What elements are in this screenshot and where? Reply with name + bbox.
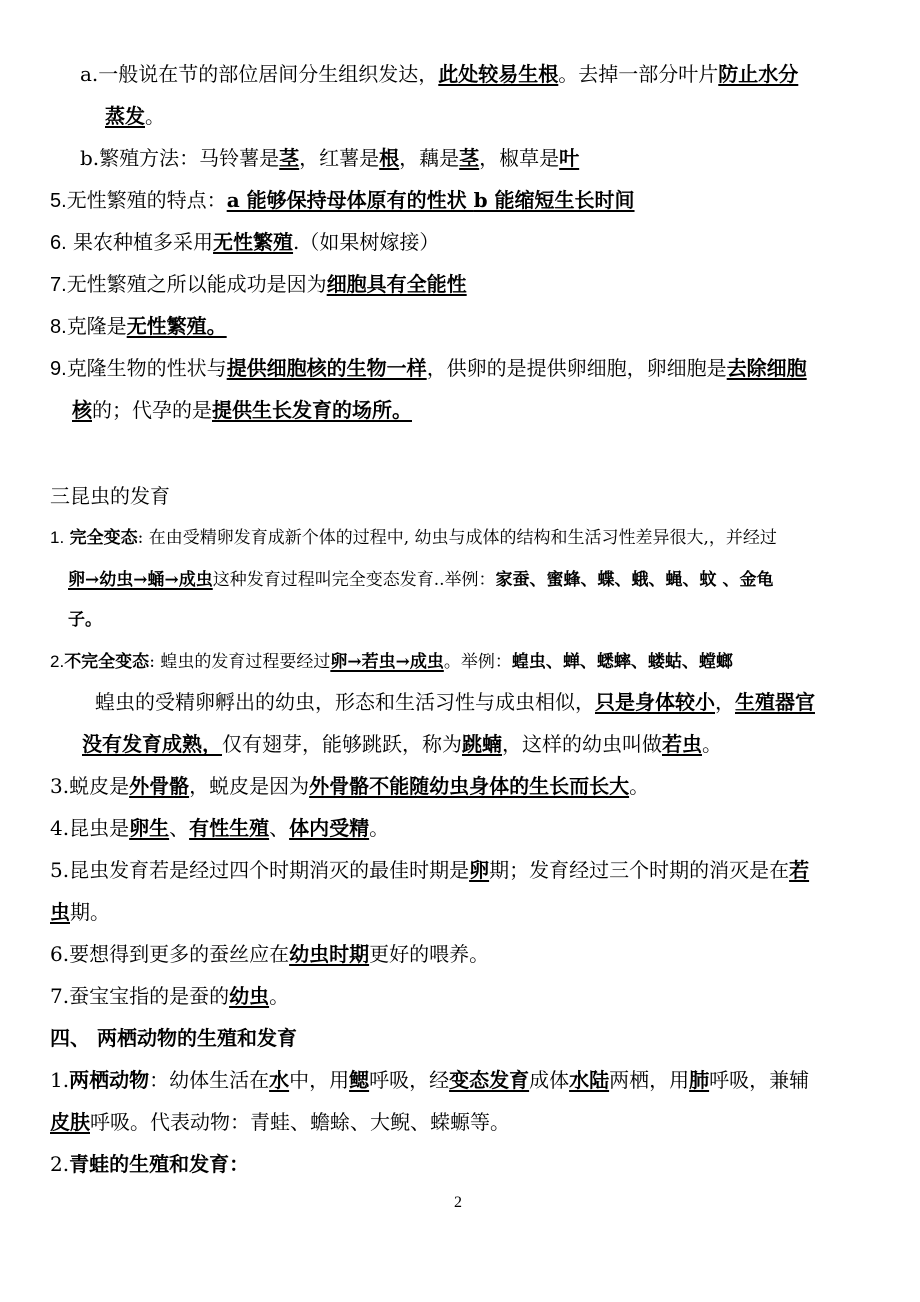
line-segment: a.一般说在节的部位居间分生组织发达，: [80, 62, 439, 86]
answer-text: 外骨骼: [129, 774, 190, 798]
line-segment: 成体: [529, 1068, 570, 1092]
line-segment: 两栖动物: [69, 1068, 150, 1092]
line-segment: 5.昆虫发育若是经过四个时期消灭的最佳时期是: [50, 858, 470, 882]
answer-text: 水陆: [569, 1068, 610, 1092]
line-segment: 4.昆虫是: [50, 816, 130, 840]
line-segment: ，这样的幼虫叫做: [502, 732, 662, 756]
list-item: [50, 814, 389, 842]
line-segment: 7.蚕宝宝指的是蚕的: [50, 984, 230, 1008]
answer-text: b 能缩短生长时间: [473, 188, 635, 212]
answer-text: 变态发育: [449, 1068, 530, 1092]
list-item: [50, 856, 809, 884]
line-segment: 8.: [50, 316, 67, 338]
answer-text: 外骨骼不能随幼虫身体的生长而长大: [309, 774, 630, 798]
answer-text: 细胞具有全能性: [326, 272, 467, 296]
line-segment: 子。: [68, 610, 102, 630]
line-segment: 。举例：: [443, 652, 512, 672]
answer-text: 若虫: [662, 732, 702, 756]
line-segment: 完全变态: [69, 528, 138, 548]
text-line: [80, 144, 579, 172]
text-line: [82, 730, 722, 758]
line-segment: 2.: [50, 652, 65, 671]
list-item: [50, 1150, 249, 1178]
answer-text: a 能够保持母体原有的性状: [226, 188, 474, 212]
line-segment: 。: [629, 774, 650, 798]
line-segment: ，红薯是: [299, 146, 380, 170]
line-segment: 6.要想得到更多的蚕丝应在: [50, 942, 290, 966]
line-segment: 。: [702, 732, 722, 756]
line-segment: 。: [269, 984, 290, 1008]
line-segment: 。: [369, 816, 390, 840]
line-segment: 、: [169, 816, 190, 840]
line-segment: 期。: [70, 900, 110, 924]
answer-text: 没有发育成熟，: [82, 732, 222, 756]
line-segment: 的；代孕的是: [92, 398, 212, 422]
line-segment: 无性繁殖之所以能成功是因为: [66, 272, 327, 296]
answer-text: 蒸发: [105, 104, 145, 128]
answer-text: 肺: [689, 1068, 710, 1092]
line-segment: 1.: [50, 528, 65, 547]
line-segment: 这种发育过程叫完全变态发育..举例：: [212, 570, 496, 590]
line-segment: 、: [269, 816, 290, 840]
section-heading: [50, 482, 170, 510]
line-segment: 呼吸，经: [369, 1068, 450, 1092]
line-segment: b.繁殖方法：马铃薯是: [80, 146, 280, 170]
answer-text: 卵: [469, 858, 490, 882]
list-item: [50, 228, 439, 257]
list-item: [50, 1066, 809, 1094]
line-segment: 两栖，用: [609, 1068, 690, 1092]
line-segment: ，椒草是: [479, 146, 560, 170]
answer-text: 卵生: [129, 816, 170, 840]
answer-text: 叶: [559, 146, 580, 170]
line-segment: 果农种植多采用: [66, 230, 214, 254]
line-segment: 。: [145, 104, 165, 128]
line-segment: 2.: [50, 1152, 70, 1176]
answer-text: 只是身体较小: [595, 690, 715, 714]
answer-text: 防止水分: [718, 62, 799, 86]
answer-text: 水: [269, 1068, 290, 1092]
line-segment: 呼吸，兼辅: [709, 1068, 810, 1092]
line-segment: 。去掉一部分叶片: [558, 62, 719, 86]
line-segment: : 在由受精卵发育成新个体的过程中, 幼虫与成体的结构和生活习性差异很大,，并经过: [137, 528, 777, 548]
answer-text: 茎: [279, 146, 300, 170]
answer-text: 提供细胞核的生物一样: [226, 356, 427, 380]
line-segment: 无性繁殖的特点：: [66, 188, 227, 212]
line-segment: 克隆是: [66, 314, 127, 338]
answer-text: 无性繁殖: [213, 230, 294, 254]
answer-text: 幼虫时期: [289, 942, 370, 966]
answer-text: 生殖器官: [735, 690, 815, 714]
answer-text: 有性生殖: [189, 816, 270, 840]
answer-text: 鳃: [349, 1068, 370, 1092]
answer-text: 提供生长发育的场所。: [212, 398, 412, 422]
answer-text: 茎: [459, 146, 480, 170]
line-segment: 7.: [50, 274, 67, 296]
text-line: [68, 606, 102, 634]
text-line: [68, 566, 773, 594]
list-item: [50, 772, 649, 800]
line-segment: 呼吸。代表动物：青蛙、蟾蜍、大鲵、蝾螈等。: [90, 1110, 510, 1134]
line-segment: 更好的喂养。: [369, 942, 490, 966]
list-item: [50, 648, 733, 676]
line-segment: 不完全变态: [64, 652, 150, 672]
line-segment: ，: [715, 690, 735, 714]
section-heading: [50, 1024, 297, 1052]
list-item: [50, 982, 289, 1010]
line-segment: 蝗虫、蝉、蟋蟀、蝼蛄、螳螂: [511, 652, 733, 672]
answer-text: 幼虫: [229, 984, 270, 1008]
list-item: [50, 354, 807, 383]
line-segment: 9.: [50, 358, 67, 380]
answer-text: 跳蝻: [462, 732, 502, 756]
answer-text: 此处较易生根: [438, 62, 559, 86]
line-segment: 3.蜕皮是: [50, 774, 130, 798]
line-segment: 期；发育经过三个时期的消灭是在: [489, 858, 790, 882]
line-segment: 家蚕、蜜蜂、蝶、蛾、蝇、蚊 、金龟: [495, 570, 774, 590]
list-item: [50, 270, 467, 299]
answer-text: 虫: [50, 900, 70, 924]
line-segment: ，供卵的是提供卵细胞，卵细胞是: [426, 356, 727, 380]
line-segment: 仅有翅芽，能够跳跃，称为: [222, 732, 462, 756]
line-segment: ，藕是: [399, 146, 460, 170]
text-line: [95, 688, 815, 716]
list-item: [50, 312, 227, 341]
list-item: [50, 940, 489, 968]
text-line: [50, 898, 110, 926]
answer-text: 去除细胞: [726, 356, 807, 380]
line-segment: 5.: [50, 190, 67, 212]
line-segment: ：幼体生活在: [149, 1068, 270, 1092]
answer-text: 根: [379, 146, 400, 170]
line-segment: 中，用: [289, 1068, 350, 1092]
text-line: [50, 1108, 510, 1136]
line-segment: 1.: [50, 1068, 70, 1092]
answer-text: 卵→幼虫→蛹→成虫: [68, 570, 213, 590]
line-segment: 青蛙的生殖和发育：: [69, 1152, 250, 1176]
page-number: 2: [454, 1194, 462, 1211]
text-line: [105, 102, 165, 130]
line-segment: : 蝗虫的发育过程要经过: [149, 652, 331, 672]
line-segment: ，蜕皮是因为: [189, 774, 310, 798]
list-item: [50, 186, 635, 215]
line-segment: .（如果树嫁接）: [293, 230, 440, 254]
text-line: [72, 396, 412, 424]
answer-text: 无性繁殖。: [126, 314, 227, 338]
line-segment: 6.: [50, 232, 67, 254]
text-line: [80, 60, 798, 88]
answer-text: 体内受精: [289, 816, 370, 840]
line-segment: 四、 两栖动物的生殖和发育: [50, 1026, 297, 1050]
line-segment: 克隆生物的性状与: [66, 356, 227, 380]
line-segment: 三昆虫的发育: [50, 484, 170, 508]
answer-text: 若: [789, 858, 810, 882]
list-item: [50, 524, 777, 552]
line-segment: 蝗虫的受精卵孵出的幼虫，形态和生活习性与成虫相似，: [95, 690, 595, 714]
answer-text: 核: [72, 398, 92, 422]
answer-text: 皮肤: [50, 1110, 90, 1134]
answer-text: 卵→若虫→成虫: [330, 652, 444, 672]
